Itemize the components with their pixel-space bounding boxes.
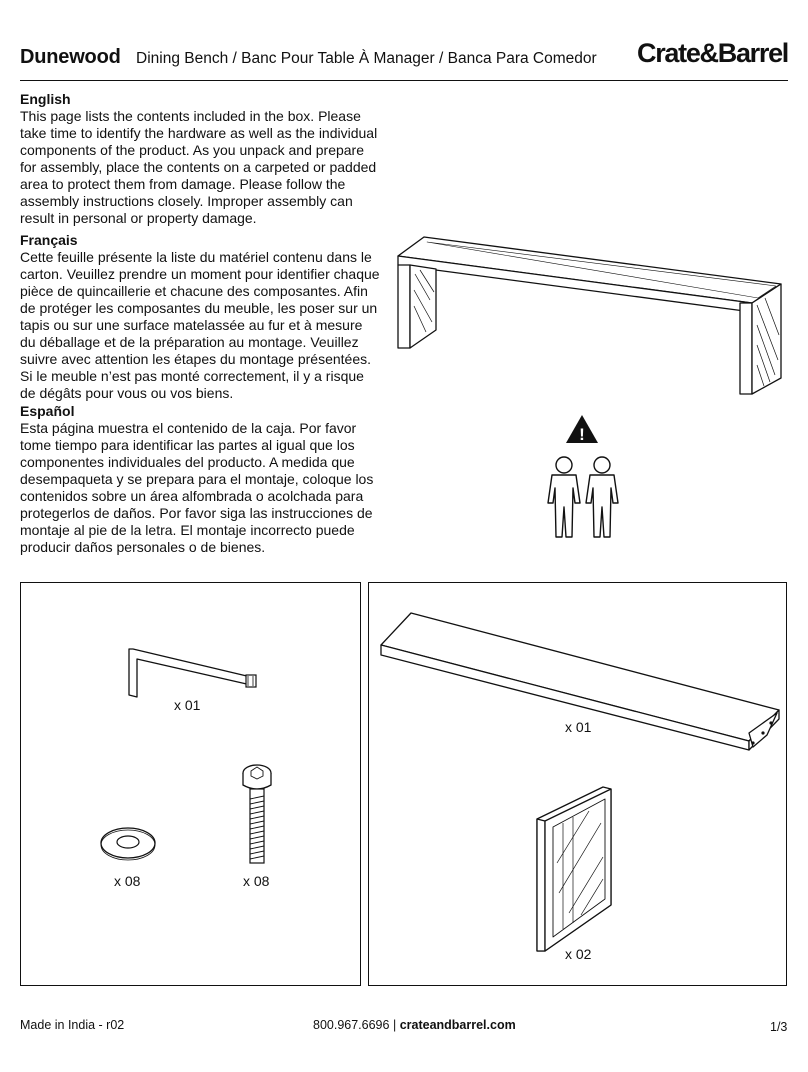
allen-key-icon — [125, 645, 265, 705]
bench-top-quantity: x 01 — [565, 719, 592, 735]
allen-key-quantity: x 01 — [174, 697, 201, 713]
brand-logo: Crate&Barrel — [637, 38, 788, 68]
spanish-heading: Español — [20, 403, 75, 419]
parts-panel — [368, 582, 787, 986]
made-in-label: Made in India - r02 — [20, 1018, 125, 1032]
bench-top-illustration — [369, 583, 788, 783]
page-number: 1/3 — [770, 1020, 788, 1034]
english-heading: English — [20, 91, 71, 107]
bolt-quantity: x 08 — [243, 873, 270, 889]
hardware-panel — [20, 582, 361, 986]
website-link[interactable]: crateandbarrel.com — [399, 1018, 516, 1032]
bolt-icon — [239, 763, 275, 867]
french-heading: Français — [20, 232, 78, 248]
side-panel-quantity: x 02 — [565, 946, 592, 962]
phone-number: 800.967.6696 — [313, 1018, 390, 1032]
two-person-lift-icon — [544, 455, 622, 541]
spanish-body: Esta página muestra el contenido de la caja. Por favor tome tiempo para identificar las partes al igual que los componentes individuales del producto. A medida que desempaqueta y se prepara para el montaje, coloque los contenidos sobre un área alfombrada o acolchada para protegerlos de daños. Por favor siga las instrucciones de montaje al pie de la letra. El montaje incorrecto puede producir daños personales o de bienes. — [20, 420, 374, 555]
product-name: Dunewood — [20, 46, 121, 68]
contact-info — [313, 1018, 516, 1032]
footer-separator: | — [392, 1018, 397, 1032]
washer-icon — [99, 825, 159, 861]
product-subtitle: Dining Bench / Banc Pour Table À Manager / Banca Para Comedor — [136, 50, 597, 67]
warning-symbol: ! — [579, 425, 585, 444]
english-body: This page lists the contents included in the box. Please take time to identify the hardware as well as the individual components of the product. As you unpack and prepare for assembly, place the contents on a carpeted or padded area to protect them from damage. Please follow the assembly instructions closely. Improper assembly can result in personal or property damage. — [20, 108, 378, 226]
french-body: Cette feuille présente la liste du matériel contenu dans le carton. Veuillez prendre un moment pour identifier chaque pièce de quincaillerie et chacune des composantes. Afin de protéger les composantes du meuble, les poser sur un tapis ou sur une surface matelassée au fur et à mesure du déballage et de la préparation au montage. Veuillez suivre avec attention les étapes du montage présentées. Si le meuble n’est pas monté correctement, il y a risque de dégâts pour vous ou vos biens. — [20, 249, 380, 401]
side-panel-illustration — [529, 783, 619, 963]
warning-triangle-icon — [565, 414, 599, 444]
washer-quantity: x 08 — [114, 873, 141, 889]
